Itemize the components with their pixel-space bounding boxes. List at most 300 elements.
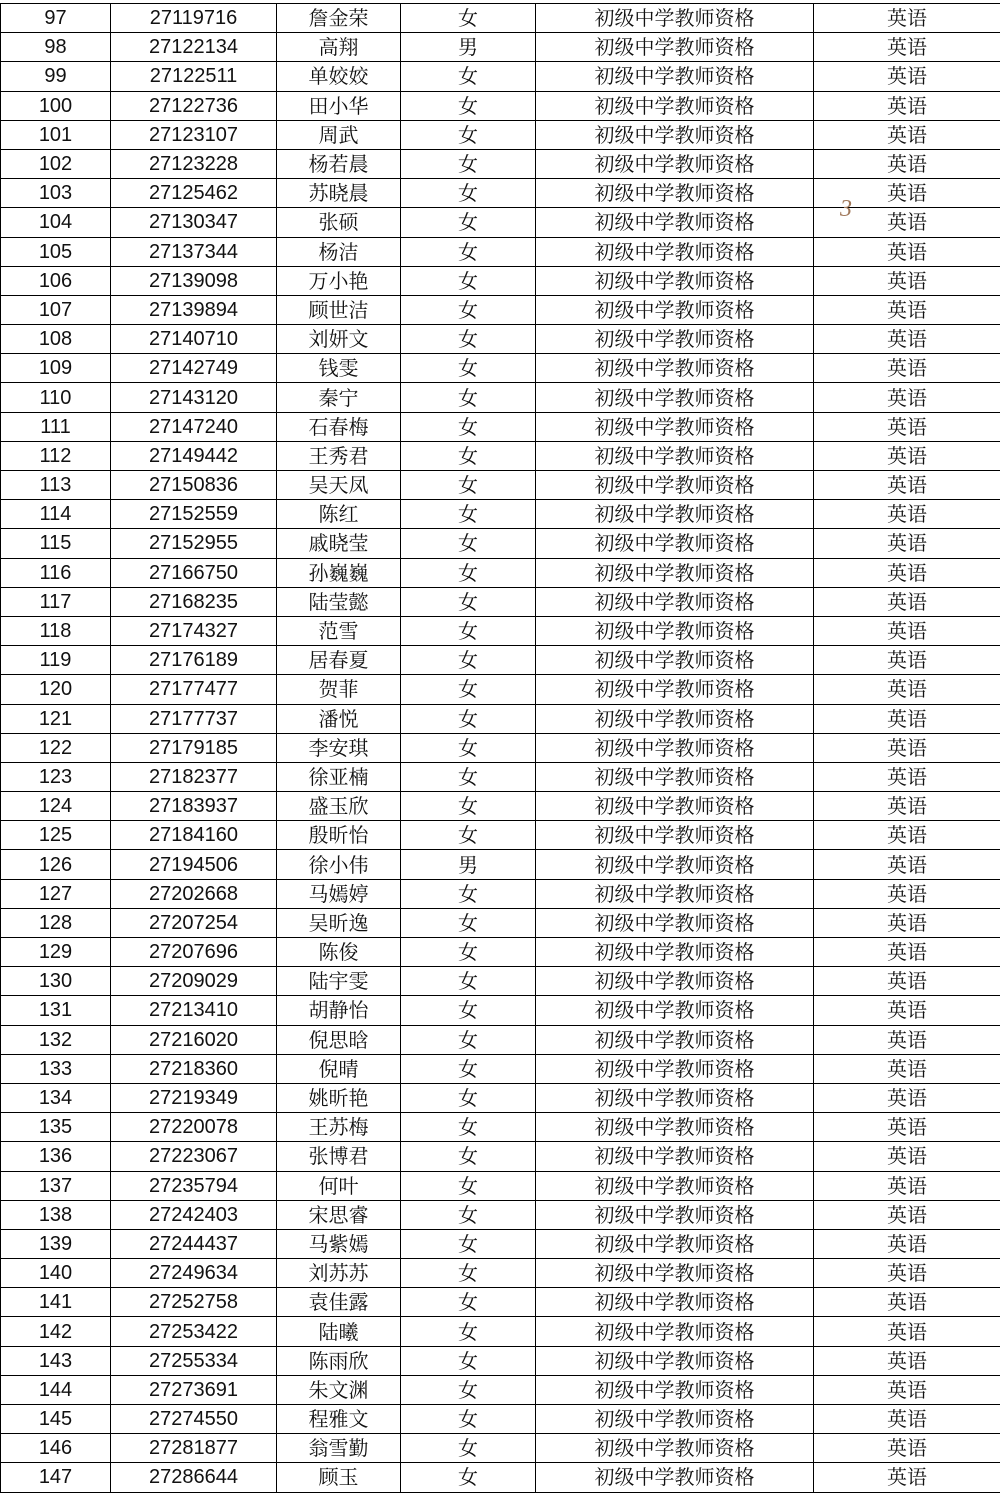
row-index: 114: [1, 500, 111, 529]
candidate-gender: 女: [401, 266, 536, 295]
candidate-name: 苏晓晨: [277, 179, 401, 208]
subject: 英语: [814, 149, 1000, 178]
qualification-type: 初级中学教师资格: [536, 91, 814, 120]
candidate-number: 27168235: [111, 587, 277, 616]
subject: 英语: [814, 762, 1000, 791]
table-row: [1, 1434, 1000, 1463]
subject: 英语: [814, 792, 1000, 821]
candidate-name: 陆曦: [277, 1317, 401, 1346]
table-row: [1, 120, 1000, 149]
roster-body: [1, 4, 1000, 1493]
candidate-number: 27143120: [111, 383, 277, 412]
subject: 英语: [814, 325, 1000, 354]
row-index: 108: [1, 325, 111, 354]
candidate-number: 27130347: [111, 208, 277, 237]
candidate-name: 石春梅: [277, 412, 401, 441]
candidate-name: 张硕: [277, 208, 401, 237]
candidate-number: 27249634: [111, 1259, 277, 1288]
qualification-type: 初级中学教师资格: [536, 1229, 814, 1258]
subject: 英语: [814, 412, 1000, 441]
table-row: [1, 1463, 1000, 1492]
table-row: [1, 1142, 1000, 1171]
table-row: [1, 1288, 1000, 1317]
qualification-type: 初级中学教师资格: [536, 383, 814, 412]
subject: 英语: [814, 179, 1000, 208]
row-index: 140: [1, 1259, 111, 1288]
candidate-gender: 女: [401, 587, 536, 616]
candidate-name: 马紫嫣: [277, 1229, 401, 1258]
subject: 英语: [814, 266, 1000, 295]
qualification-type: 初级中学教师资格: [536, 529, 814, 558]
candidate-gender: 女: [401, 500, 536, 529]
row-index: 127: [1, 879, 111, 908]
candidate-name: 钱雯: [277, 354, 401, 383]
candidate-gender: 女: [401, 704, 536, 733]
candidate-name: 陆宇雯: [277, 967, 401, 996]
qualification-type: 初级中学教师资格: [536, 1200, 814, 1229]
subject: 英语: [814, 996, 1000, 1025]
candidate-name: 顾世洁: [277, 295, 401, 324]
candidate-name: 胡静怡: [277, 996, 401, 1025]
qualification-type: 初级中学教师资格: [536, 792, 814, 821]
subject: 英语: [814, 558, 1000, 587]
candidate-number: 27235794: [111, 1171, 277, 1200]
candidate-number: 27202668: [111, 879, 277, 908]
subject: 英语: [814, 1054, 1000, 1083]
row-index: 139: [1, 1229, 111, 1258]
candidate-number: 27252758: [111, 1288, 277, 1317]
candidate-gender: 女: [401, 1405, 536, 1434]
candidate-gender: 女: [401, 558, 536, 587]
candidate-number: 27149442: [111, 441, 277, 470]
table-row: [1, 1171, 1000, 1200]
qualification-type: 初级中学教师资格: [536, 266, 814, 295]
candidate-name: 姚昕艳: [277, 1083, 401, 1112]
candidate-gender: 女: [401, 179, 536, 208]
qualification-type: 初级中学教师资格: [536, 1083, 814, 1112]
qualification-type: 初级中学教师资格: [536, 616, 814, 645]
candidate-gender: 女: [401, 325, 536, 354]
candidate-name: 杨若晨: [277, 149, 401, 178]
subject: 英语: [814, 967, 1000, 996]
subject: 英语: [814, 91, 1000, 120]
table-row: [1, 1054, 1000, 1083]
subject: 英语: [814, 587, 1000, 616]
candidate-number: 27176189: [111, 646, 277, 675]
row-index: 121: [1, 704, 111, 733]
subject: 英语: [814, 908, 1000, 937]
candidate-gender: 男: [401, 850, 536, 879]
table-row: [1, 500, 1000, 529]
candidate-gender: 女: [401, 996, 536, 1025]
candidate-name: 陆莹懿: [277, 587, 401, 616]
row-index: 117: [1, 587, 111, 616]
candidate-number: 27150836: [111, 471, 277, 500]
subject: 英语: [814, 1259, 1000, 1288]
row-index: 145: [1, 1405, 111, 1434]
table-row: [1, 91, 1000, 120]
table-row: [1, 1375, 1000, 1404]
table-row: [1, 879, 1000, 908]
candidate-gender: 女: [401, 938, 536, 967]
table-row: [1, 33, 1000, 62]
row-index: 144: [1, 1375, 111, 1404]
candidate-gender: 女: [401, 471, 536, 500]
candidate-number: 27207254: [111, 908, 277, 937]
candidate-name: 万小艳: [277, 266, 401, 295]
qualification-type: 初级中学教师资格: [536, 675, 814, 704]
row-index: 111: [1, 412, 111, 441]
candidate-name: 孙巍巍: [277, 558, 401, 587]
candidate-gender: 女: [401, 879, 536, 908]
candidate-name: 徐小伟: [277, 850, 401, 879]
row-index: 146: [1, 1434, 111, 1463]
subject: 英语: [814, 1405, 1000, 1434]
candidate-number: 27122511: [111, 62, 277, 91]
candidate-gender: 女: [401, 675, 536, 704]
candidate-gender: 女: [401, 1434, 536, 1463]
subject: 英语: [814, 1288, 1000, 1317]
row-index: 142: [1, 1317, 111, 1346]
qualification-type: 初级中学教师资格: [536, 33, 814, 62]
qualification-type: 初级中学教师资格: [536, 354, 814, 383]
candidate-gender: 女: [401, 1463, 536, 1492]
row-index: 138: [1, 1200, 111, 1229]
row-index: 115: [1, 529, 111, 558]
candidate-name: 翁雪勤: [277, 1434, 401, 1463]
candidate-name: 王苏梅: [277, 1113, 401, 1142]
qualification-type: 初级中学教师资格: [536, 120, 814, 149]
table-row: [1, 675, 1000, 704]
row-index: 141: [1, 1288, 111, 1317]
row-index: 98: [1, 33, 111, 62]
candidate-number: 27140710: [111, 325, 277, 354]
subject: 英语: [814, 704, 1000, 733]
table-row: [1, 441, 1000, 470]
row-index: 116: [1, 558, 111, 587]
table-row: [1, 1025, 1000, 1054]
qualification-type: 初级中学教师资格: [536, 1405, 814, 1434]
qualification-type: 初级中学教师资格: [536, 1463, 814, 1492]
subject: 英语: [814, 1200, 1000, 1229]
row-index: 143: [1, 1346, 111, 1375]
candidate-gender: 女: [401, 1171, 536, 1200]
candidate-gender: 女: [401, 149, 536, 178]
candidate-number: 27242403: [111, 1200, 277, 1229]
table-row: [1, 383, 1000, 412]
candidate-gender: 女: [401, 908, 536, 937]
table-row: [1, 1346, 1000, 1375]
candidate-gender: 女: [401, 733, 536, 762]
subject: 英语: [814, 383, 1000, 412]
table-row: [1, 1317, 1000, 1346]
table-row: [1, 996, 1000, 1025]
subject: 英语: [814, 1346, 1000, 1375]
row-index: 113: [1, 471, 111, 500]
candidate-name: 朱文渊: [277, 1375, 401, 1404]
qualification-type: 初级中学教师资格: [536, 62, 814, 91]
row-index: 103: [1, 179, 111, 208]
qualification-type: 初级中学教师资格: [536, 850, 814, 879]
row-index: 120: [1, 675, 111, 704]
qualification-type: 初级中学教师资格: [536, 441, 814, 470]
candidate-gender: 女: [401, 120, 536, 149]
row-index: 126: [1, 850, 111, 879]
table-row: [1, 908, 1000, 937]
subject: 英语: [814, 529, 1000, 558]
candidate-number: 27177737: [111, 704, 277, 733]
candidate-name: 范雪: [277, 616, 401, 645]
candidate-gender: 女: [401, 412, 536, 441]
table-row: [1, 938, 1000, 967]
candidate-number: 27219349: [111, 1083, 277, 1112]
subject: 英语: [814, 1317, 1000, 1346]
table-row: [1, 295, 1000, 324]
subject: 英语: [814, 1463, 1000, 1492]
qualification-type: 初级中学教师资格: [536, 237, 814, 266]
candidate-number: 27122134: [111, 33, 277, 62]
qualification-type: 初级中学教师资格: [536, 908, 814, 937]
subject: 英语: [814, 1434, 1000, 1463]
qualification-type: 初级中学教师资格: [536, 1317, 814, 1346]
candidate-gender: 女: [401, 1025, 536, 1054]
subject: 英语: [814, 500, 1000, 529]
row-index: 124: [1, 792, 111, 821]
candidate-name: 周武: [277, 120, 401, 149]
candidate-name: 贺菲: [277, 675, 401, 704]
subject: 英语: [814, 675, 1000, 704]
candidate-number: 27255334: [111, 1346, 277, 1375]
qualification-type: 初级中学教师资格: [536, 704, 814, 733]
candidate-name: 单姣姣: [277, 62, 401, 91]
row-index: 131: [1, 996, 111, 1025]
candidate-number: 27177477: [111, 675, 277, 704]
qualification-type: 初级中学教师资格: [536, 879, 814, 908]
table-row: [1, 1200, 1000, 1229]
candidate-name: 何叶: [277, 1171, 401, 1200]
qualification-type: 初级中学教师资格: [536, 1142, 814, 1171]
candidate-name: 戚晓莹: [277, 529, 401, 558]
candidate-name: 李安琪: [277, 733, 401, 762]
candidate-gender: 女: [401, 967, 536, 996]
candidate-number: 27218360: [111, 1054, 277, 1083]
candidate-name: 马嫣婷: [277, 879, 401, 908]
candidate-number: 27139894: [111, 295, 277, 324]
candidate-number: 27253422: [111, 1317, 277, 1346]
table-row: [1, 237, 1000, 266]
candidate-number: 27273691: [111, 1375, 277, 1404]
qualification-type: 初级中学教师资格: [536, 1288, 814, 1317]
candidate-name: 高翔: [277, 33, 401, 62]
candidate-name: 盛玉欣: [277, 792, 401, 821]
candidate-gender: 女: [401, 1317, 536, 1346]
candidate-number: 27223067: [111, 1142, 277, 1171]
candidate-gender: 女: [401, 646, 536, 675]
qualification-type: 初级中学教师资格: [536, 1171, 814, 1200]
subject: 英语: [814, 1142, 1000, 1171]
candidate-number: 27194506: [111, 850, 277, 879]
candidate-gender: 女: [401, 1200, 536, 1229]
candidate-number: 27286644: [111, 1463, 277, 1492]
subject: 英语: [814, 208, 1000, 237]
row-index: 132: [1, 1025, 111, 1054]
candidate-number: 27123107: [111, 120, 277, 149]
row-index: 100: [1, 91, 111, 120]
candidate-name: 田小华: [277, 91, 401, 120]
candidate-name: 王秀君: [277, 441, 401, 470]
candidate-name: 吴天凤: [277, 471, 401, 500]
table-row: [1, 325, 1000, 354]
candidate-number: 27123228: [111, 149, 277, 178]
candidate-gender: 女: [401, 1288, 536, 1317]
candidate-name: 张博君: [277, 1142, 401, 1171]
subject: 英语: [814, 441, 1000, 470]
candidate-gender: 女: [401, 792, 536, 821]
qualification-type: 初级中学教师资格: [536, 295, 814, 324]
row-index: 104: [1, 208, 111, 237]
table-row: [1, 1259, 1000, 1288]
table-row: [1, 1229, 1000, 1258]
qualification-type: 初级中学教师资格: [536, 4, 814, 33]
row-index: 105: [1, 237, 111, 266]
subject: 英语: [814, 646, 1000, 675]
subject: 英语: [814, 62, 1000, 91]
table-row: [1, 412, 1000, 441]
subject: 英语: [814, 33, 1000, 62]
candidate-number: 27184160: [111, 821, 277, 850]
row-index: 109: [1, 354, 111, 383]
qualification-type: 初级中学教师资格: [536, 558, 814, 587]
subject: 英语: [814, 354, 1000, 383]
candidate-gender: 女: [401, 383, 536, 412]
row-index: 112: [1, 441, 111, 470]
candidate-number: 27119716: [111, 4, 277, 33]
table-row: [1, 1083, 1000, 1112]
row-index: 134: [1, 1083, 111, 1112]
candidate-gender: 女: [401, 821, 536, 850]
handwritten-page-mark: 3: [840, 196, 852, 223]
table-row: [1, 266, 1000, 295]
candidate-gender: 女: [401, 529, 536, 558]
candidate-name: 殷昕怡: [277, 821, 401, 850]
row-index: 135: [1, 1113, 111, 1142]
candidate-number: 27183937: [111, 792, 277, 821]
candidate-gender: 女: [401, 62, 536, 91]
candidate-number: 27274550: [111, 1405, 277, 1434]
candidate-gender: 女: [401, 1054, 536, 1083]
candidate-gender: 女: [401, 1346, 536, 1375]
subject: 英语: [814, 471, 1000, 500]
candidate-gender: 女: [401, 1083, 536, 1112]
candidate-name: 陈雨欣: [277, 1346, 401, 1375]
subject: 英语: [814, 616, 1000, 645]
table-row: [1, 616, 1000, 645]
table-row: [1, 4, 1000, 33]
qualification-type: 初级中学教师资格: [536, 149, 814, 178]
candidate-number: 27220078: [111, 1113, 277, 1142]
candidate-number: 27152559: [111, 500, 277, 529]
qualification-type: 初级中学教师资格: [536, 996, 814, 1025]
row-index: 107: [1, 295, 111, 324]
table-row: [1, 558, 1000, 587]
table-row: [1, 62, 1000, 91]
candidate-number: 27182377: [111, 762, 277, 791]
candidate-name: 倪思晗: [277, 1025, 401, 1054]
candidate-number: 27281877: [111, 1434, 277, 1463]
candidate-gender: 女: [401, 616, 536, 645]
candidate-name: 秦宁: [277, 383, 401, 412]
candidate-number: 27244437: [111, 1229, 277, 1258]
table-row: [1, 471, 1000, 500]
candidate-number: 27166750: [111, 558, 277, 587]
candidate-name: 袁佳露: [277, 1288, 401, 1317]
table-row: [1, 529, 1000, 558]
row-index: 130: [1, 967, 111, 996]
candidate-number: 27137344: [111, 237, 277, 266]
candidate-name: 徐亚楠: [277, 762, 401, 791]
qualification-type: 初级中学教师资格: [536, 179, 814, 208]
qualification-type: 初级中学教师资格: [536, 967, 814, 996]
candidate-number: 27139098: [111, 266, 277, 295]
candidate-gender: 女: [401, 295, 536, 324]
candidate-gender: 女: [401, 237, 536, 266]
table-row: [1, 646, 1000, 675]
subject: 英语: [814, 295, 1000, 324]
candidate-gender: 女: [401, 1113, 536, 1142]
row-index: 102: [1, 149, 111, 178]
table-row: [1, 587, 1000, 616]
row-index: 137: [1, 1171, 111, 1200]
subject: 英语: [814, 4, 1000, 33]
row-index: 106: [1, 266, 111, 295]
row-index: 119: [1, 646, 111, 675]
candidate-gender: 女: [401, 762, 536, 791]
candidate-gender: 女: [401, 91, 536, 120]
candidate-number: 27207696: [111, 938, 277, 967]
table-row: [1, 1405, 1000, 1434]
candidate-number: 27142749: [111, 354, 277, 383]
qualification-type: 初级中学教师资格: [536, 500, 814, 529]
candidate-name: 潘悦: [277, 704, 401, 733]
row-index: 129: [1, 938, 111, 967]
row-index: 147: [1, 1463, 111, 1492]
qualification-type: 初级中学教师资格: [536, 1375, 814, 1404]
table-row: [1, 354, 1000, 383]
candidate-name: 陈俊: [277, 938, 401, 967]
qualification-type: 初级中学教师资格: [536, 821, 814, 850]
subject: 英语: [814, 1025, 1000, 1054]
qualification-type: 初级中学教师资格: [536, 1434, 814, 1463]
candidate-name: 居春夏: [277, 646, 401, 675]
row-index: 128: [1, 908, 111, 937]
candidate-name: 陈红: [277, 500, 401, 529]
table-row: [1, 850, 1000, 879]
candidate-gender: 男: [401, 33, 536, 62]
qualification-type: 初级中学教师资格: [536, 762, 814, 791]
candidate-number: 27179185: [111, 733, 277, 762]
candidate-name: 刘妍文: [277, 325, 401, 354]
qualification-type: 初级中学教师资格: [536, 646, 814, 675]
subject: 英语: [814, 879, 1000, 908]
candidate-name: 刘苏苏: [277, 1259, 401, 1288]
qualification-type: 初级中学教师资格: [536, 1113, 814, 1142]
row-index: 110: [1, 383, 111, 412]
subject: 英语: [814, 733, 1000, 762]
subject: 英语: [814, 821, 1000, 850]
subject: 英语: [814, 237, 1000, 266]
candidate-gender: 女: [401, 1259, 536, 1288]
candidate-number: 27122736: [111, 91, 277, 120]
